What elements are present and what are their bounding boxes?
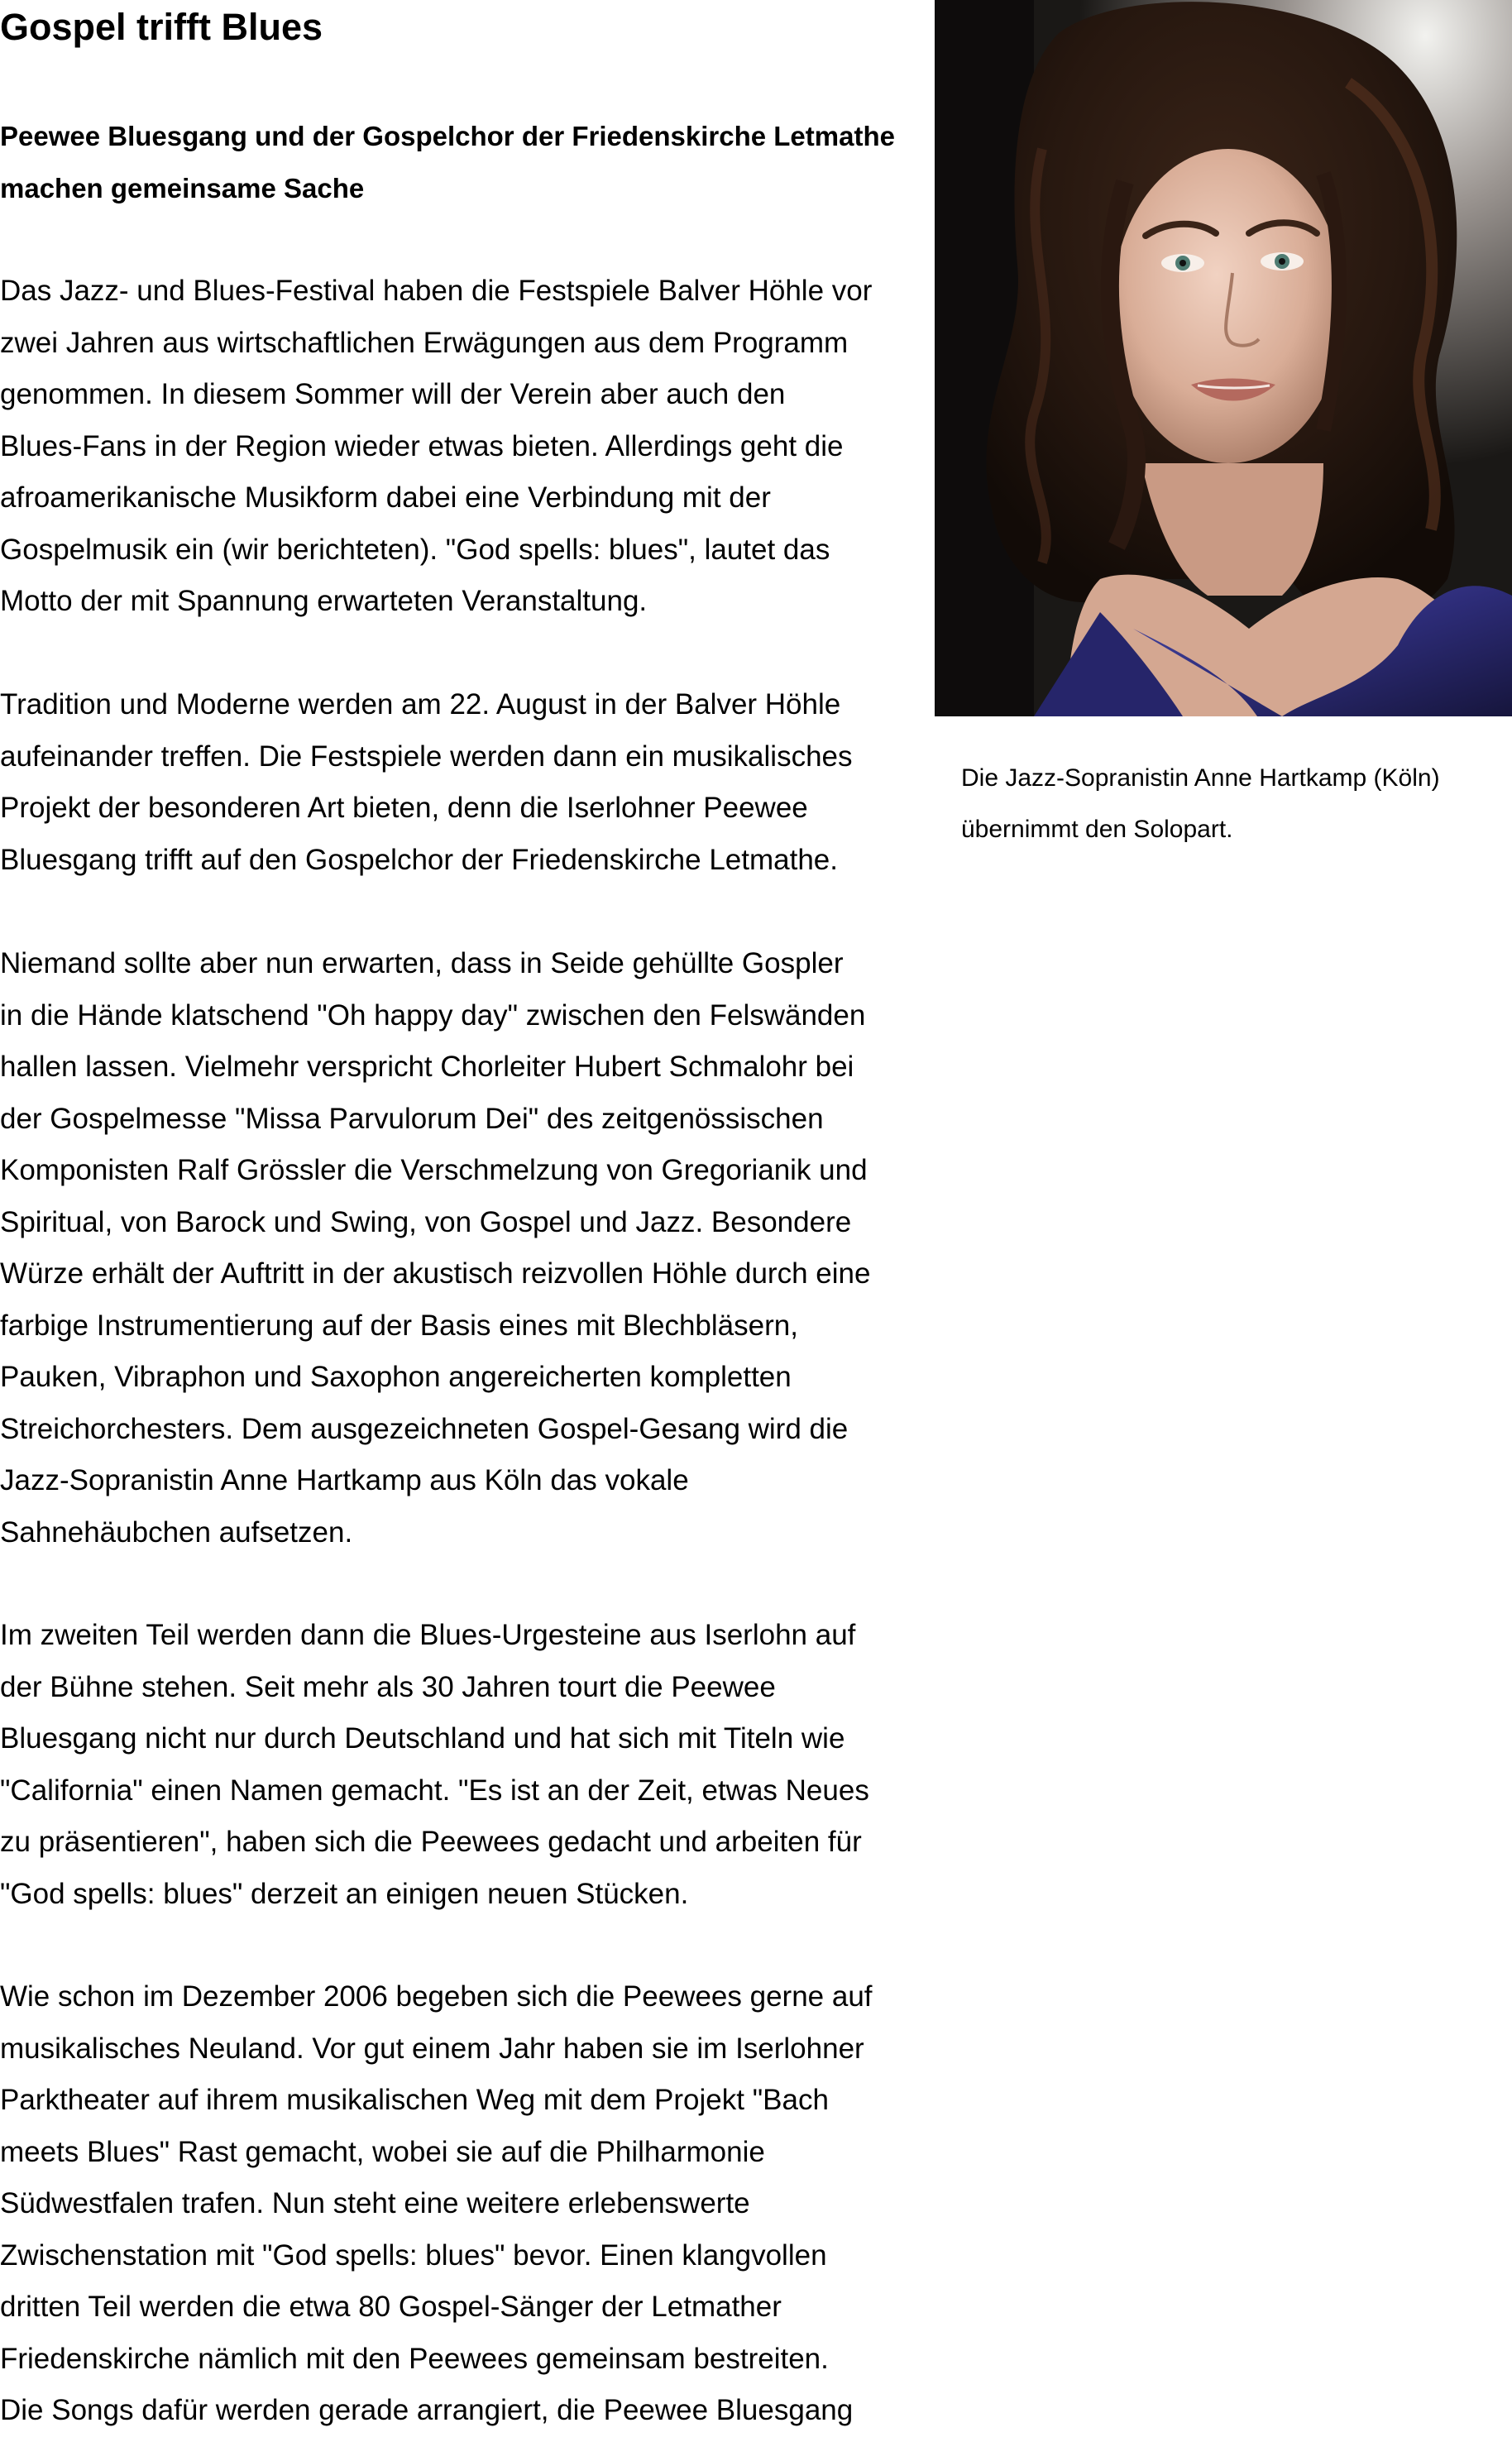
paragraph-line: aufeinander treffen. Die Festspiele werden dann ein musikalisches	[0, 740, 853, 773]
paragraph-line: Die Songs dafür werden gerade arrangiert, die Peewee Bluesgang	[0, 2394, 854, 2426]
paragraph-line: Südwestfalen trafen. Nun steht eine weitere erlebenswerte	[0, 2187, 750, 2219]
paragraph-line: Motto der mit Spannung erwarteten Veranstaltung.	[0, 585, 648, 617]
paragraph-line: zu präsentieren", haben sich die Peewees gedacht und arbeiten für	[0, 1826, 862, 1858]
article-paragraph-5	[0, 1971, 873, 2437]
article-paragraph-4	[0, 1610, 869, 1920]
paragraph-line: Projekt der besonderen Art bieten, denn die Iserlohner Peewee	[0, 792, 808, 824]
article-title: Gospel trifft Blues	[0, 6, 323, 48]
paragraph-line: "California" einen Namen gemacht. "Es ist an der Zeit, etwas Neues	[0, 1774, 869, 1807]
paragraph-line: Zwischenstation mit "God spells: blues" bevor. Einen klangvollen	[0, 2238, 827, 2272]
paragraph-line: der Bühne stehen. Seit mehr als 30 Jahren tourt die Peewee	[0, 1670, 776, 1703]
article-paragraph-3	[0, 938, 870, 1558]
paragraph-line: Wie schon im Dezember 2006 begeben sich die Peewees gerne auf	[0, 1980, 873, 2013]
paragraph-line: Bluesgang trifft auf den Gospelchor der Friedenskirche Letmathe.	[0, 843, 838, 876]
paragraph-line: Pauken, Vibraphon und Saxophon angereicherten kompletten	[0, 1361, 792, 1393]
paragraph-line: Tradition und Moderne werden am 22. August in der Balver Höhle	[0, 688, 841, 721]
paragraph-line: musikalisches Neuland. Vor gut einem Jahr haben sie im Iserlohner	[0, 2032, 864, 2065]
paragraph-line: zwei Jahren aus wirtschaftlichen Erwägungen aus dem Programm	[0, 326, 849, 359]
paragraph-line: Parktheater auf ihrem musikalischen Weg mit dem Projekt "Bach	[0, 2084, 829, 2116]
paragraph-line: dritten Teil werden die etwa 80 Gospel-Sänger der Letmather	[0, 2291, 782, 2323]
paragraph-line: Komponisten Ralf Grössler die Verschmelzung von Gregorianik und	[0, 1154, 868, 1186]
paragraph-line: genommen. In diesem Sommer will der Verein aber auch den	[0, 378, 786, 410]
paragraph-line: Bluesgang nicht nur durch Deutschland und hat sich mit Titeln wie	[0, 1722, 845, 1755]
paragraph-line: der Gospelmesse "Missa Parvulorum Dei" des zeitgenössischen	[0, 1102, 824, 1135]
paragraph-line: Streichorchesters. Dem ausgezeichneten Gospel-Gesang wird die	[0, 1412, 849, 1445]
paragraph-line: Im zweiten Teil werden dann die Blues-Urgesteine aus Iserlohn auf	[0, 1619, 856, 1651]
paragraph-line: Friedenskirche nämlich mit den Peewees gemeinsam bestreiten.	[0, 2342, 829, 2375]
paragraph-line: hallen lassen. Vielmehr verspricht Chorleiter Hubert Schmalohr bei	[0, 1051, 854, 1083]
paragraph-line: "God spells: blues" derzeit an einigen neuen Stücken.	[0, 1877, 689, 1910]
article-paragraph-2	[0, 679, 853, 886]
paragraph-line: Jazz-Sopranistin Anne Hartkamp aus Köln das vokale	[0, 1464, 689, 1496]
paragraph-line: in die Hände klatschend "Oh happy day" zwischen den Felswänden	[0, 998, 866, 1032]
paragraph-line: Das Jazz- und Blues-Festival haben die Festspiele Balver Höhle vor	[0, 275, 873, 307]
caption-line: Die Jazz-Sopranistin Anne Hartkamp (Köln)	[961, 764, 1440, 792]
paragraph-line: Sahnehäubchen aufsetzen.	[0, 1515, 353, 1549]
paragraph-line: Spiritual, von Barock und Swing, von Gospel und Jazz. Besondere	[0, 1205, 852, 1238]
article-subtitle: Peewee Bluesgang und der Gospelchor der Friedenskirche Letmathe machen gemeinsame Sache	[0, 121, 895, 203]
paragraph-line: Würze erhält der Auftritt in der akustisch reizvollen Höhle durch eine	[0, 1257, 871, 1290]
paragraph-line: meets Blues" Rast gemacht, wobei sie auf die Philharmonie	[0, 2135, 765, 2168]
photo-caption	[961, 753, 1499, 855]
caption-line: übernimmt den Solopart.	[961, 816, 1233, 843]
paragraph-line: Blues-Fans in der Region wieder etwas bieten. Allerdings geht die	[0, 429, 844, 462]
paragraph-line: Niemand sollte aber nun erwarten, dass in Seide gehüllte Gospler	[0, 947, 844, 979]
portrait-photo	[935, 0, 1512, 716]
paragraph-line: Gospelmusik ein (wir berichteten). "God spells: blues", lautet das	[0, 533, 830, 566]
paragraph-line: afroamerikanische Musikform dabei eine Verbindung mit der	[0, 481, 771, 514]
article-paragraph-1	[0, 266, 872, 628]
paragraph-line: farbige Instrumentierung auf der Basis eines mit Blechbläsern,	[0, 1309, 798, 1342]
